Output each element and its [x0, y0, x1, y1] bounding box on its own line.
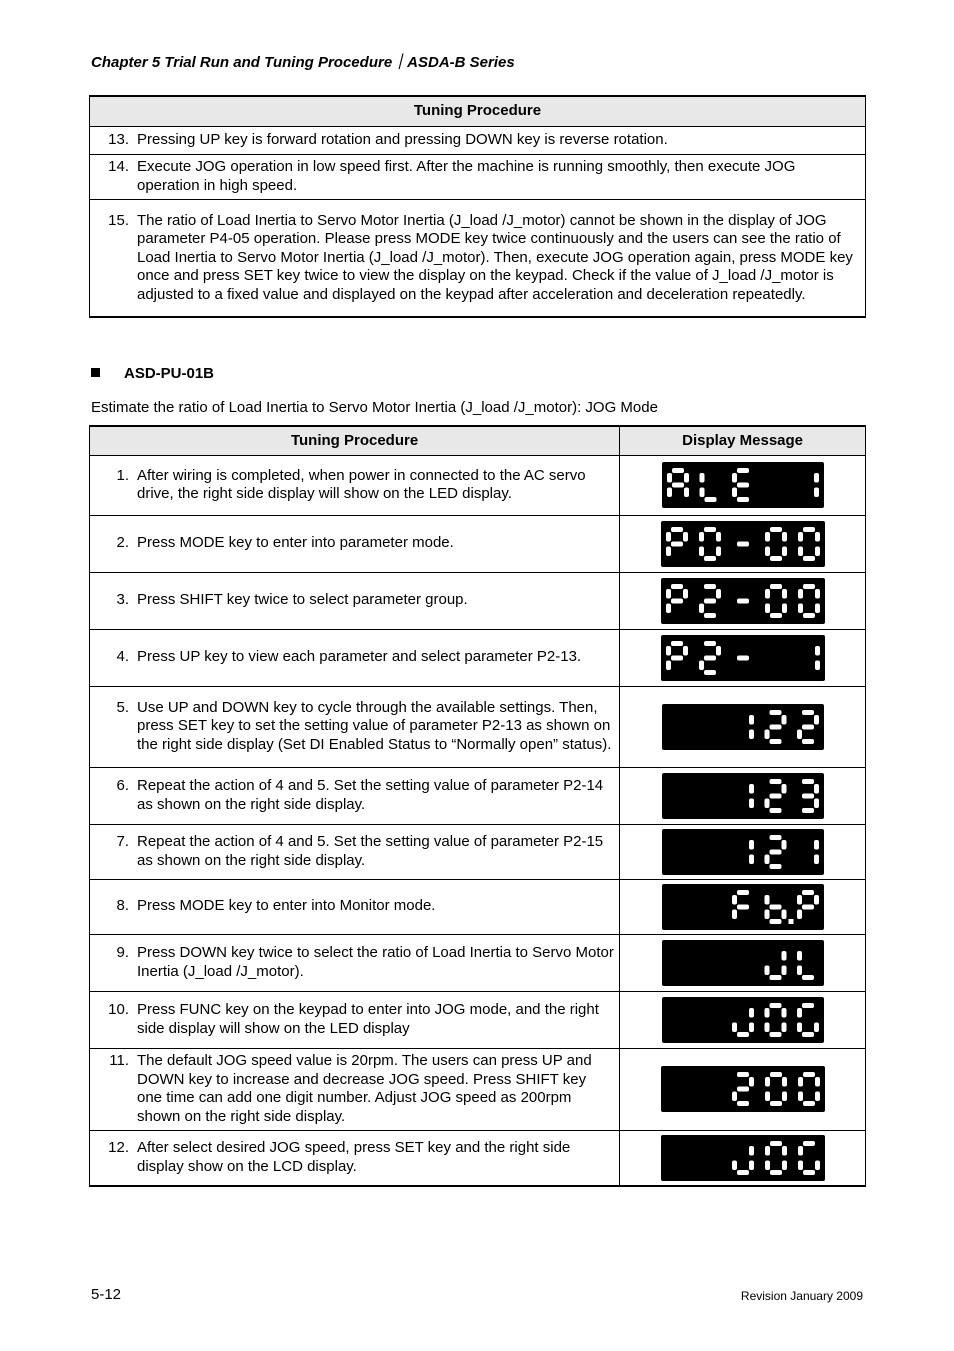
- segment: [683, 646, 688, 656]
- segment: [737, 598, 749, 603]
- segment: [699, 546, 704, 556]
- segment: [737, 1101, 749, 1106]
- display-message-cell: [620, 455, 866, 515]
- segment: [803, 527, 815, 532]
- segment: [782, 532, 787, 542]
- display-message-cell: [620, 991, 866, 1048]
- step-description: [90, 1130, 620, 1186]
- segment: [802, 710, 814, 715]
- segment: [764, 729, 769, 739]
- segment: [667, 473, 672, 483]
- display-message-cell: [620, 824, 866, 879]
- segment: [704, 527, 716, 532]
- segment: [769, 724, 781, 729]
- step-description: [90, 572, 620, 629]
- segment: [797, 729, 802, 739]
- segment: [782, 1160, 787, 1170]
- segment: [802, 1032, 814, 1037]
- segment: [782, 1092, 787, 1102]
- section-title: ASD-PU-01B: [124, 365, 215, 382]
- segment: [814, 715, 819, 725]
- segment: [781, 909, 786, 919]
- segment: [798, 1146, 803, 1156]
- segment: [802, 890, 814, 895]
- segment: [683, 589, 688, 599]
- segment: [769, 864, 781, 869]
- segment: [704, 584, 716, 589]
- seven-segment-digits: [662, 462, 824, 508]
- segment: [716, 546, 721, 556]
- segment: [782, 1146, 787, 1156]
- led-display: [662, 997, 824, 1043]
- segment: [782, 546, 787, 556]
- segment: [737, 468, 749, 473]
- table-row: [90, 1130, 866, 1186]
- segment: [798, 532, 803, 542]
- segment: [814, 895, 819, 905]
- step-number: 6.: [116, 777, 129, 794]
- segment: [770, 1072, 782, 1077]
- segment: [737, 890, 749, 895]
- step-number: 10.: [108, 1001, 129, 1018]
- jog-mode-procedure-table: [89, 425, 866, 1187]
- segment: [764, 1022, 769, 1032]
- segment: [815, 1160, 820, 1170]
- display-message-cell: [620, 879, 866, 934]
- segment: [797, 1022, 802, 1032]
- square-bullet-icon: [91, 368, 100, 377]
- segment: [749, 784, 754, 794]
- step-number: 9.: [116, 944, 129, 961]
- led-display: [661, 1135, 825, 1181]
- segment: [798, 1092, 803, 1102]
- segment: [782, 1077, 787, 1087]
- segment: [781, 1008, 786, 1018]
- tuning-procedure-table-continued: [89, 95, 866, 318]
- segment: [797, 951, 802, 961]
- segment: [797, 909, 802, 919]
- segment: [815, 1092, 820, 1102]
- step-text: The ratio of Load Inertia to Servo Motor Inertia (J_load /J_motor) cannot be shown in the display of JOG parameter P4-05 operation. Please press MODE key twice continuously and the users can see the ratio of Load Inertia to Servo Motor Inertia (J_load /J_motor). Then, execute JOG operation again, press MODE key once and press SET key twice to view the display on the keypad. Check if the value of J_load /J_motor is adjusted to a fixed value and displayed on the keypad after acceleration and deceleration repeatedly.: [137, 211, 853, 303]
- segment: [802, 739, 814, 744]
- segment: [749, 715, 754, 725]
- segment: [765, 1077, 770, 1087]
- segment: [737, 904, 749, 909]
- step-text: Execute JOG operation in low speed first. After the machine is running smoothly, then execute JOG operation in high speed.: [137, 158, 796, 194]
- segment: [666, 646, 671, 656]
- segment: [671, 541, 683, 546]
- segment: [737, 1087, 749, 1092]
- segment: [815, 603, 820, 613]
- segment: [749, 798, 754, 808]
- segment: [666, 603, 671, 613]
- segment: [749, 729, 754, 739]
- segment: [798, 1160, 803, 1170]
- segment: [770, 1170, 782, 1175]
- seven-segment-digits: [662, 997, 824, 1043]
- step-description: [90, 455, 620, 515]
- table-row: [90, 126, 866, 154]
- segment: [666, 546, 671, 556]
- step-number: 15.: [108, 211, 129, 229]
- seven-segment-digits: [662, 940, 824, 986]
- segment: [769, 808, 781, 813]
- table-row: [90, 879, 866, 934]
- segment: [769, 835, 781, 840]
- segment: [803, 613, 815, 618]
- step-text: Press MODE key to enter into parameter mode.: [137, 534, 454, 552]
- step-description: [90, 934, 620, 991]
- segment: [732, 895, 737, 905]
- step-number: 1.: [116, 466, 129, 484]
- step-text: Press MODE key to enter into Monitor mode.: [137, 897, 436, 915]
- segment: [815, 546, 820, 556]
- segment: [672, 468, 684, 473]
- segment: [815, 589, 820, 599]
- segment: [815, 660, 820, 670]
- segment: [749, 1146, 754, 1156]
- segment: [769, 710, 781, 715]
- seven-segment-digits: [662, 884, 824, 930]
- segment: [683, 532, 688, 542]
- segment: [802, 793, 814, 798]
- table-row: [90, 824, 866, 879]
- segment: [704, 655, 716, 660]
- step-text: After select desired JOG speed, press SET key and the right side display show on the LCD display.: [137, 1139, 571, 1175]
- segment: [770, 613, 782, 618]
- segment: [797, 965, 802, 975]
- segment: [671, 584, 683, 589]
- segment: [749, 854, 754, 864]
- segment: [737, 497, 749, 502]
- step-number: 4.: [116, 648, 129, 666]
- segment: [732, 1022, 737, 1032]
- segment: [769, 919, 781, 924]
- display-message-cell: [620, 515, 866, 572]
- segment: [704, 613, 716, 618]
- step-description: [90, 991, 620, 1048]
- step-text: Press UP key to view each parameter and select parameter P2-13.: [137, 648, 582, 666]
- table-row: [90, 934, 866, 991]
- segment: [781, 951, 786, 961]
- segment: [782, 589, 787, 599]
- segment: [684, 473, 689, 483]
- segment: [671, 655, 683, 660]
- segment: [732, 1160, 737, 1170]
- section-heading: [91, 365, 214, 382]
- page-number: 5-12: [91, 1286, 122, 1303]
- step-number: 11.: [109, 1052, 129, 1069]
- segment: [815, 1077, 820, 1087]
- step-number: 14.: [108, 158, 129, 175]
- segment: [803, 556, 815, 561]
- segment: [798, 1077, 803, 1087]
- segment: [781, 840, 786, 850]
- step-description: [90, 629, 620, 686]
- step-number: 13.: [108, 130, 129, 148]
- step-number: 3.: [116, 591, 129, 609]
- table-row: [90, 455, 866, 515]
- segment: [749, 840, 754, 850]
- step-number: 5.: [116, 698, 129, 716]
- led-display: [661, 521, 825, 567]
- table-row: [90, 991, 866, 1048]
- segment: [803, 584, 815, 589]
- segment: [737, 655, 749, 660]
- seven-segment-digits: [661, 521, 825, 567]
- segment: [797, 895, 802, 905]
- segment: [803, 1141, 815, 1146]
- segment: [764, 909, 769, 919]
- segment: [815, 532, 820, 542]
- segment: [781, 965, 786, 975]
- segment: [782, 603, 787, 613]
- segment: [667, 488, 672, 498]
- seven-segment-digits: [661, 1135, 825, 1181]
- segment: [732, 1092, 737, 1102]
- table-row: [90, 686, 866, 767]
- segment: [798, 589, 803, 599]
- segment: [764, 1008, 769, 1018]
- display-message-cell: [620, 767, 866, 824]
- segment: [737, 1032, 749, 1037]
- segment: [749, 1022, 754, 1032]
- segment: [765, 1146, 770, 1156]
- segment: [803, 1101, 815, 1106]
- segment: [769, 1003, 781, 1008]
- display-message-cell: [620, 629, 866, 686]
- led-display: [662, 462, 824, 508]
- step-description: [90, 824, 620, 879]
- step-text: Use UP and DOWN key to cycle through the available settings. Then, press SET key to set the setting value of parameter P2-13 as shown on the right side display (Set DI Enabled Status to “Normally open” status).: [137, 698, 612, 753]
- seven-segment-digits: [662, 829, 824, 875]
- segment: [814, 488, 819, 498]
- segment: [765, 532, 770, 542]
- segment: [699, 532, 704, 542]
- segment: [704, 670, 716, 675]
- step-description: [90, 686, 620, 767]
- segment: [737, 1170, 749, 1175]
- step-text: Press SHIFT key twice to select parameter group.: [137, 591, 468, 609]
- table1-header: Tuning Procedure: [90, 96, 866, 126]
- segment: [769, 975, 781, 980]
- led-display: [661, 1066, 825, 1112]
- led-display: [661, 635, 825, 681]
- segment: [770, 584, 782, 589]
- segment: [704, 497, 716, 502]
- segment: [704, 641, 716, 646]
- segment: [716, 532, 721, 542]
- segment: [815, 646, 820, 656]
- segment: [737, 541, 749, 546]
- segment: [770, 1101, 782, 1106]
- page-header: Chapter 5 Trial Run and Tuning Procedure｜ASDA-B Series: [91, 54, 515, 71]
- step-text: Repeat the action of 4 and 5. Set the setting value of parameter P2-15 as shown on the right side display.: [137, 833, 604, 869]
- segment: [749, 1077, 754, 1087]
- display-message-cell: [620, 572, 866, 629]
- step-number: 7.: [116, 833, 129, 850]
- step-number: 8.: [116, 897, 129, 915]
- table-row: [90, 199, 866, 317]
- step-text: The default JOG speed value is 20rpm. The users can press UP and DOWN key to increase and decrease JOG speed. Press SHIFT key one time can add one digit number. Adjust JOG speed as 200rpm shown on the right side display.: [137, 1052, 592, 1125]
- segment: [666, 660, 671, 670]
- segment: [737, 1072, 749, 1077]
- step-description: [90, 515, 620, 572]
- segment: [732, 909, 737, 919]
- segment: [699, 488, 704, 498]
- segment: [666, 589, 671, 599]
- table-row: [90, 629, 866, 686]
- table-row: [90, 154, 866, 199]
- segment: [770, 1141, 782, 1146]
- segment: [769, 779, 781, 784]
- display-message-cell: [620, 1130, 866, 1186]
- segment: [781, 1022, 786, 1032]
- header-tuning-procedure: Tuning Procedure: [90, 426, 620, 455]
- segment: [781, 715, 786, 725]
- segment: [814, 840, 819, 850]
- led-display: [661, 578, 825, 624]
- segment: [764, 854, 769, 864]
- display-message-cell: [620, 934, 866, 991]
- segment: [802, 1003, 814, 1008]
- seven-segment-digits: [662, 704, 824, 750]
- segment: [814, 854, 819, 864]
- segment: [765, 1160, 770, 1170]
- step-number: 12.: [108, 1139, 129, 1157]
- segment: [737, 483, 749, 488]
- segment: [769, 849, 781, 854]
- segment: [781, 784, 786, 794]
- segment: [765, 546, 770, 556]
- segment: [765, 1092, 770, 1102]
- segment: [765, 603, 770, 613]
- segment: [769, 904, 781, 909]
- segment: [769, 793, 781, 798]
- segment: [732, 473, 737, 483]
- segment: [802, 724, 814, 729]
- led-display: [662, 884, 824, 930]
- segment: [764, 798, 769, 808]
- seven-segment-digits: [661, 1066, 825, 1112]
- segment: [764, 965, 769, 975]
- segment: [770, 556, 782, 561]
- table-row: [90, 1048, 866, 1130]
- segment: [732, 488, 737, 498]
- step-text: Press DOWN key twice to select the ratio of Load Inertia to Servo Motor Inertia (J_load /J_motor).: [137, 944, 614, 980]
- seven-segment-digits: [661, 635, 825, 681]
- segment: [798, 546, 803, 556]
- segment: [814, 784, 819, 794]
- step-number: 2.: [116, 534, 129, 552]
- segment: [704, 556, 716, 561]
- seven-segment-digits: [661, 578, 825, 624]
- header-display-message: Display Message: [620, 426, 866, 455]
- led-display: [662, 704, 824, 750]
- segment: [802, 904, 814, 909]
- segment: [802, 779, 814, 784]
- segment: [803, 1072, 815, 1077]
- segment: [814, 1022, 819, 1032]
- segment: [798, 603, 803, 613]
- segment: [797, 1008, 802, 1018]
- segment: [803, 1170, 815, 1175]
- step-text: Pressing UP key is forward rotation and pressing DOWN key is reverse rotation.: [137, 130, 668, 148]
- step-text: Repeat the action of 4 and 5. Set the setting value of parameter P2-14 as shown on the right side display.: [137, 777, 604, 813]
- step-description: [90, 1048, 620, 1130]
- display-message-cell: [620, 686, 866, 767]
- step-description: [90, 767, 620, 824]
- segment: [671, 527, 683, 532]
- intro-text: Estimate the ratio of Load Inertia to Servo Motor Inertia (J_load /J_motor): JOG Mode: [91, 399, 658, 416]
- segment: [749, 1160, 754, 1170]
- step-text: After wiring is completed, when power in connected to the AC servo drive, the right side display will show on the LED display.: [137, 466, 586, 502]
- decimal-point: [788, 919, 793, 924]
- table-row: [90, 767, 866, 824]
- led-display: [662, 940, 824, 986]
- seven-segment-digits: [662, 773, 824, 819]
- segment: [764, 895, 769, 905]
- segment: [666, 532, 671, 542]
- display-message-cell: [620, 1048, 866, 1130]
- step-text: Press FUNC key on the keypad to enter into JOG mode, and the right side display will show on the LED display: [137, 1001, 599, 1037]
- segment: [699, 473, 704, 483]
- table-row: [90, 515, 866, 572]
- segment: [814, 798, 819, 808]
- segment: [765, 589, 770, 599]
- segment: [769, 1032, 781, 1037]
- led-display: [662, 773, 824, 819]
- segment: [770, 527, 782, 532]
- segment: [749, 1008, 754, 1018]
- segment: [802, 808, 814, 813]
- segment: [716, 646, 721, 656]
- segment: [671, 598, 683, 603]
- step-description: [90, 879, 620, 934]
- segment: [671, 641, 683, 646]
- segment: [704, 598, 716, 603]
- led-display: [662, 829, 824, 875]
- segment: [769, 739, 781, 744]
- segment: [684, 488, 689, 498]
- segment: [716, 589, 721, 599]
- revision-date: Revision January 2009: [740, 1289, 863, 1303]
- segment: [814, 473, 819, 483]
- segment: [699, 660, 704, 670]
- segment: [672, 483, 684, 488]
- table-row: [90, 572, 866, 629]
- segment: [802, 975, 814, 980]
- segment: [699, 603, 704, 613]
